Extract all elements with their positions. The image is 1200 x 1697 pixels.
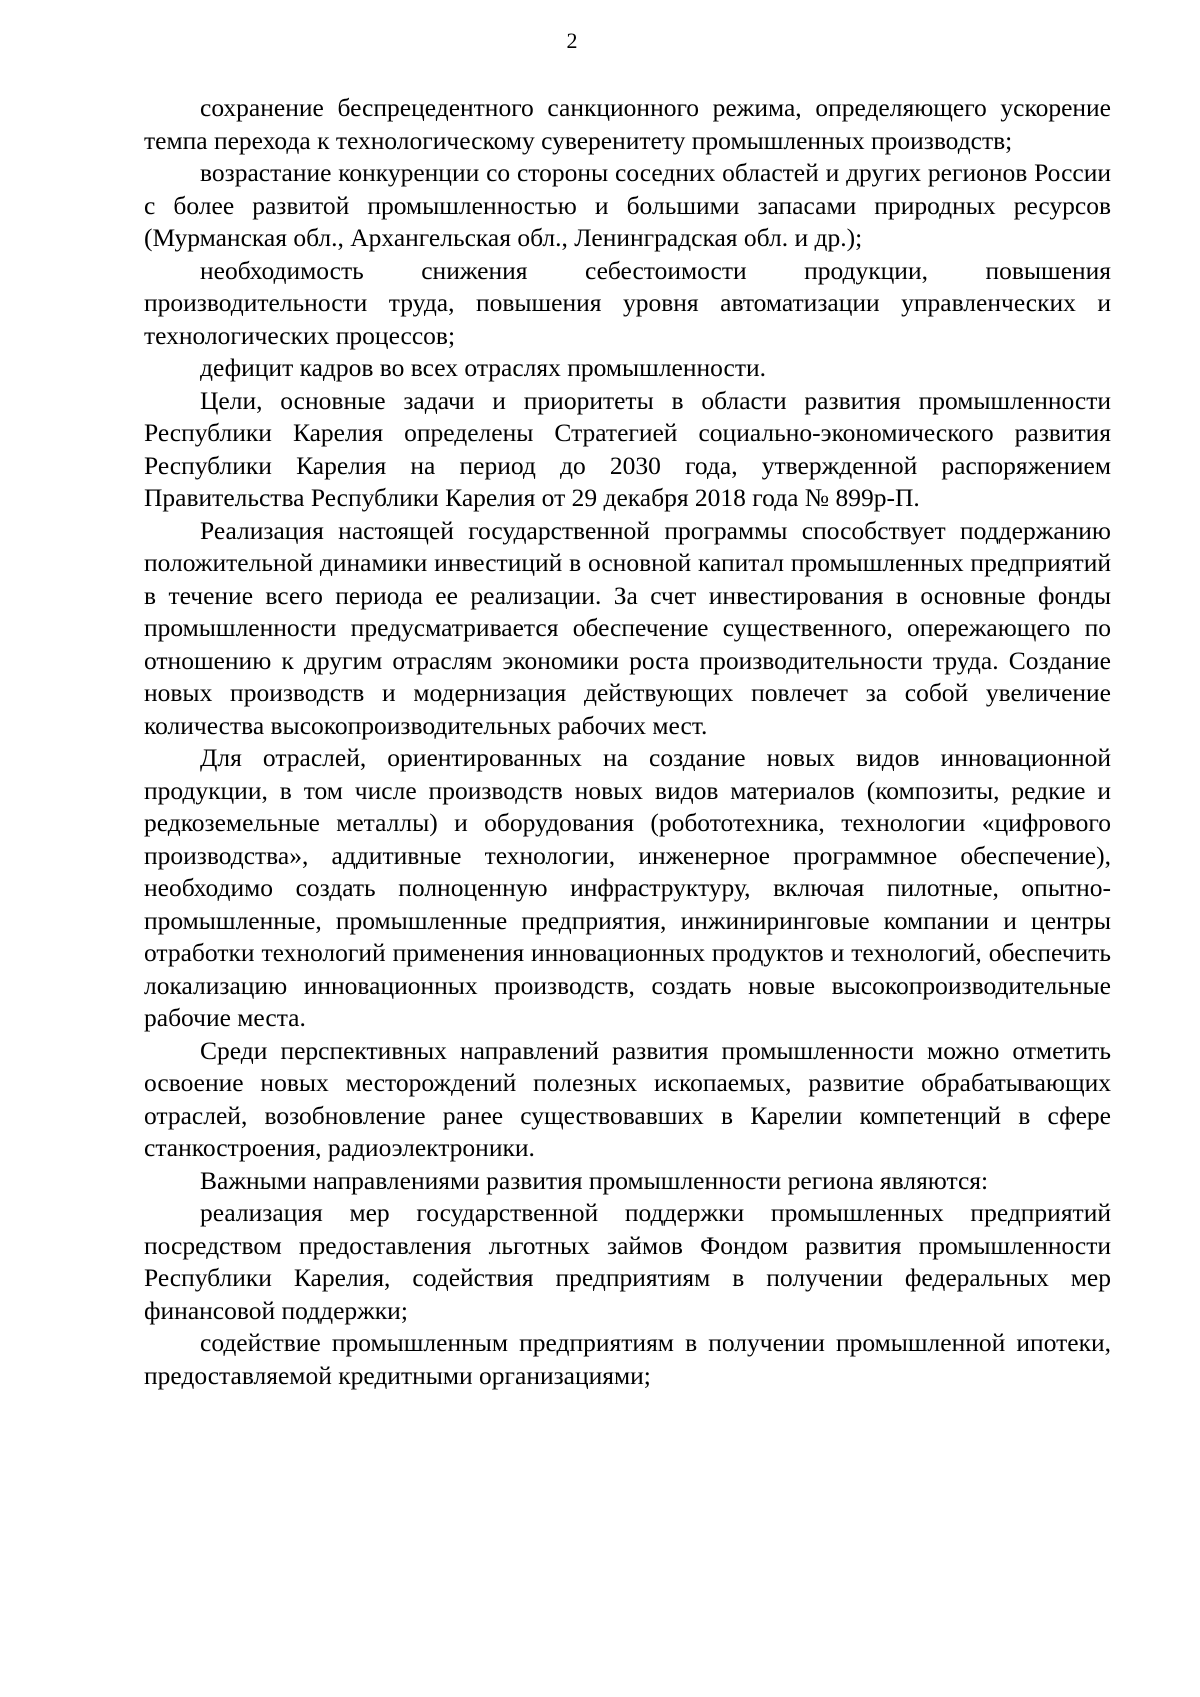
paragraph: реализация мер государственной поддержки промышленных предприятий посредством предоставления льготных займов Фондом развития промышленности Республики Карелия, содействия предприятиям в получении федеральных мер финансовой поддержки; [144,1198,1111,1325]
document-body [144,92,1111,1392]
paragraph: Для отраслей, ориентированных на создание новых видов инновационной продукции, в том числе производств новых видов материалов (композиты, редкие и редкоземельные металлы) и оборудования (робототехника, технологии «цифрового производства», аддитивные технологии, инженерное программное обеспечение), необходимо создать полноценную инфраструктуру, включая пилотные, опытно-промышленные, промышленные предприятия, инжиниринговые компании и центры отработки технологий применения инновационных продуктов и технологий, обеспечить локализацию инновационных производств, создать новые высокопроизводительные рабочие места. [144,743,1111,1032]
page-number: 2 [566,28,578,53]
paragraph: необходимость снижения себестоимости продукции, повышения производительности труда, повышения уровня автоматизации управленческих и технологических процессов; [144,255,1111,350]
paragraph: возрастание конкуренции со стороны соседних областей и других регионов России с более развитой промышленностью и большими запасами природных ресурсов (Мурманская обл., Архангельская обл., Ленинградская обл. и др.); [144,158,1111,252]
paragraph: Важными направлениями развития промышленности региона являются: [200,1165,989,1195]
paragraph: сохранение беспрецедентного санкционного режима, определяющего ускорение темпа перехода к технологическому суверенитету промышленных производств; [144,93,1111,155]
paragraph: Реализация настоящей государственной программы способствует поддержанию положительной динамики инвестиций в основной капитал промышленных предприятий в течение всего периода ее реализации. За счет инвестирования в основные фонды промышленности предусматривается обеспечение существенного, опережающего по отношению к другим отраслям экономики роста производительности труда. Создание новых производств и модернизация действующих повлечет за собой увеличение количества высокопроизводительных рабочих мест. [144,515,1111,740]
paragraph: Цели, основные задачи и приоритеты в области развития промышленности Республики Карелия определены Стратегией социально-экономического развития Республики Карелия на период до 2030 года, утвержденной распоряжением Правительства Республики Карелия от 29 декабря 2018 года № 899р-П. [144,385,1111,512]
paragraph: содействие промышленным предприятиям в получении промышленной ипотеки, предоставляемой кредитными организациями; [144,1328,1111,1390]
paragraph: Среди перспективных направлений развития промышленности можно отметить освоение новых месторождений полезных ископаемых, развитие обрабатывающих отраслей, возобновление ранее существовавших в Карелии компетенций в сфере станкостроения, радиоэлектроники. [144,1035,1111,1162]
paragraph: дефицит кадров во всех отраслях промышленности. [200,353,767,382]
